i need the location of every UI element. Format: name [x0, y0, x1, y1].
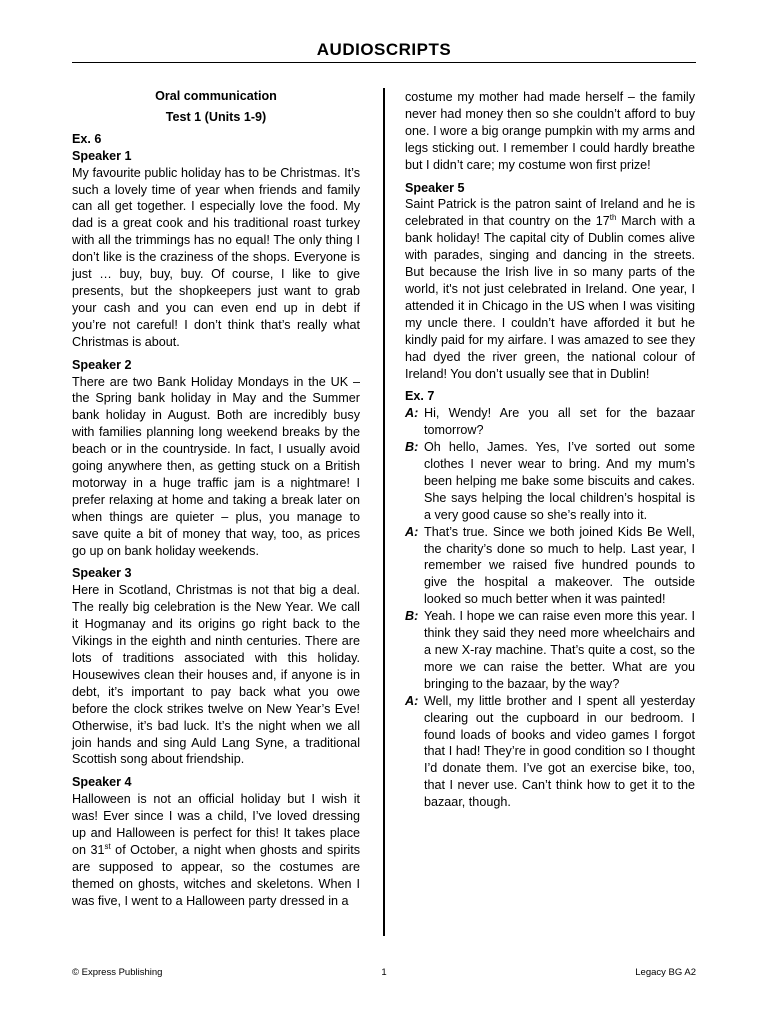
dialogue-speaker: B: [405, 440, 419, 455]
speaker-4-text-part-b: of October, a night when ghosts and spirits are supposed to appear, so the costumes are themed on ghosts, witches and skeletons. When I was five, I went to a Halloween party dressed in a [72, 842, 360, 908]
speaker-3-text: Here in Scotland, Christmas is not that big a deal. The really big celebration is the New Year. We call it Hogmanay and its origins go right back to the Vikings in the eighth and ninth centuries. There are lots of traditions associated with this holiday. Housewives clean their houses and, if anyone is in debt, it’s important to pay back what you owe before the clock strikes twelve on New Year’s Eve! Otherwise, it’s bad luck. It’s the night when we all join hands and sing Auld Lang Syne, a traditional Scottish song about friendship. [72, 583, 360, 767]
speaker-5-text-part-a: Saint Patrick is the patron saint of Ireland and he is celebrated in that country on the 17 [405, 197, 695, 229]
dialogue-text: Well, my little brother and I spent all yesterday clearing out the cupboard in our bedroom. I found loads of books and video games I forgot that I had! They’re in good condition so I thought I’d donate them. I’ve got an exercise bike, too, that I never use. Can’t think how to get it to the bazaar, though. [424, 693, 695, 810]
dialogue-line [405, 439, 695, 524]
speaker-5-ordinal-suffix: th [609, 213, 617, 223]
exercise-7-label: Ex. 7 [405, 389, 435, 404]
dialogue-text: Oh hello, James. Yes, I’ve sorted out some clothes I never wear to bring. And my mum’s been helping me bake some biscuits and cakes. She says helping the local children’s hospital is a very good cause so she’s really into it. [424, 440, 695, 522]
dialogue-speaker: A: [405, 406, 419, 421]
left-column [72, 88, 360, 910]
dialogue-speaker: A: [405, 693, 419, 708]
speaker-1-text: My favourite public holiday has to be Christmas. It’s such a lovely time of year when friends and family can all get together. I especially love the food. My dad is a great cook and his traditional roast turkey with all the trimmings has no equal! The only thing I don’t like is the craziness of the shops. Everyone is just … buy, buy, buy. Of course, I like to give presents, but the shopkeepers just want to grab your cash and you can even end up in debt if you’re not careful! I don’t think that’s really what Christmas is about. [72, 165, 360, 349]
right-column [405, 89, 695, 811]
dialogue-line [405, 524, 695, 609]
speaker-2-text: There are two Bank Holiday Mondays in the UK – the Spring bank holiday in May and the Summer bank holiday in August. Both are incredibly busy with families planning long weekend breaks by the beach or in the countryside. In fact, I usually avoid going anywhere then, as getting stuck on a British motorway in a huge traffic jam is a nightmare! I prefer relaxing at home and taking a break later on when things are quieter – plus, you manage to save quite a bit of money that way, too, as prices go up on bank holiday weekends. [72, 374, 360, 558]
speaker-4-text-continued: costume my mother had made herself – the family never had money then so she couldn’t afford to buy one. I wore a big orange pumpkin with my arms and legs sticking out. I remember I could hardly breathe but I didn’t care; my costume won first prize! [405, 90, 695, 172]
footer-page-number: 1 [381, 967, 387, 978]
page-title: AUDIOSCRIPTS [316, 40, 452, 59]
speaker-3-heading: Speaker 3 [72, 566, 132, 581]
dialogue-text: Yeah. I hope we can raise even more this year. I think they said they need more wheelchairs and a new X-ray machine. That’s quite a cost, so the more we can raise the better. What are you bringing to the bazaar, by the way? [424, 609, 695, 691]
section-subtitle: Test 1 (Units 1-9) [165, 109, 267, 124]
dialogue-text: Hi, Wendy! Are you all set for the bazaar tomorrow? [424, 406, 695, 438]
speaker-4-text [72, 791, 360, 909]
title-rule [72, 62, 696, 63]
column-divider [383, 88, 385, 936]
speaker-1-heading: Speaker 1 [72, 148, 132, 163]
footer-publisher: © Express Publishing [72, 967, 163, 978]
dialogue-speaker: A: [405, 524, 419, 539]
speaker-4-text-part-a: Halloween is not an official holiday but I wish it was! Ever since I was a child, I’ve loved dressing up and Halloween is perfect for this! It takes place on 31 [72, 792, 360, 857]
speaker-2-heading: Speaker 2 [72, 357, 132, 372]
dialogue-line [405, 693, 695, 811]
speaker-5-text [405, 196, 695, 382]
speaker-4-heading: Speaker 4 [72, 775, 132, 790]
footer-book-title: Legacy BG A2 [635, 967, 696, 978]
speaker-5-text-part-b: March with a bank holiday! The capital city of Dublin comes alive with parades, singing and dancing in the streets. But because the Irish live in so many parts of the world, it's not just celebrated in Ireland. One year, I attended it in Chicago in the US when I was visiting my uncle there. I couldn’t have afforded it but he kindly paid for my airfare. I was amazed to see they had dyed the river green, the national colour of Ireland! You don’t usually see that in Dublin! [405, 214, 696, 381]
speaker-4-ordinal-suffix: st [104, 841, 111, 851]
dialogue-speaker: B: [405, 609, 419, 624]
dialogue-line [405, 405, 695, 439]
dialogue-line [405, 608, 695, 693]
speaker-5-heading: Speaker 5 [405, 180, 465, 195]
section-title: Oral communication [155, 89, 277, 103]
exercise-6-label: Ex. 6 [72, 131, 102, 146]
dialogue-text: That’s true. Since we both joined Kids Be Well, the charity’s done so much to help. Last year, I remember we raised five hundred pounds to give the hospital a makeover. The outside looked so much better when it was painted! [424, 524, 695, 607]
